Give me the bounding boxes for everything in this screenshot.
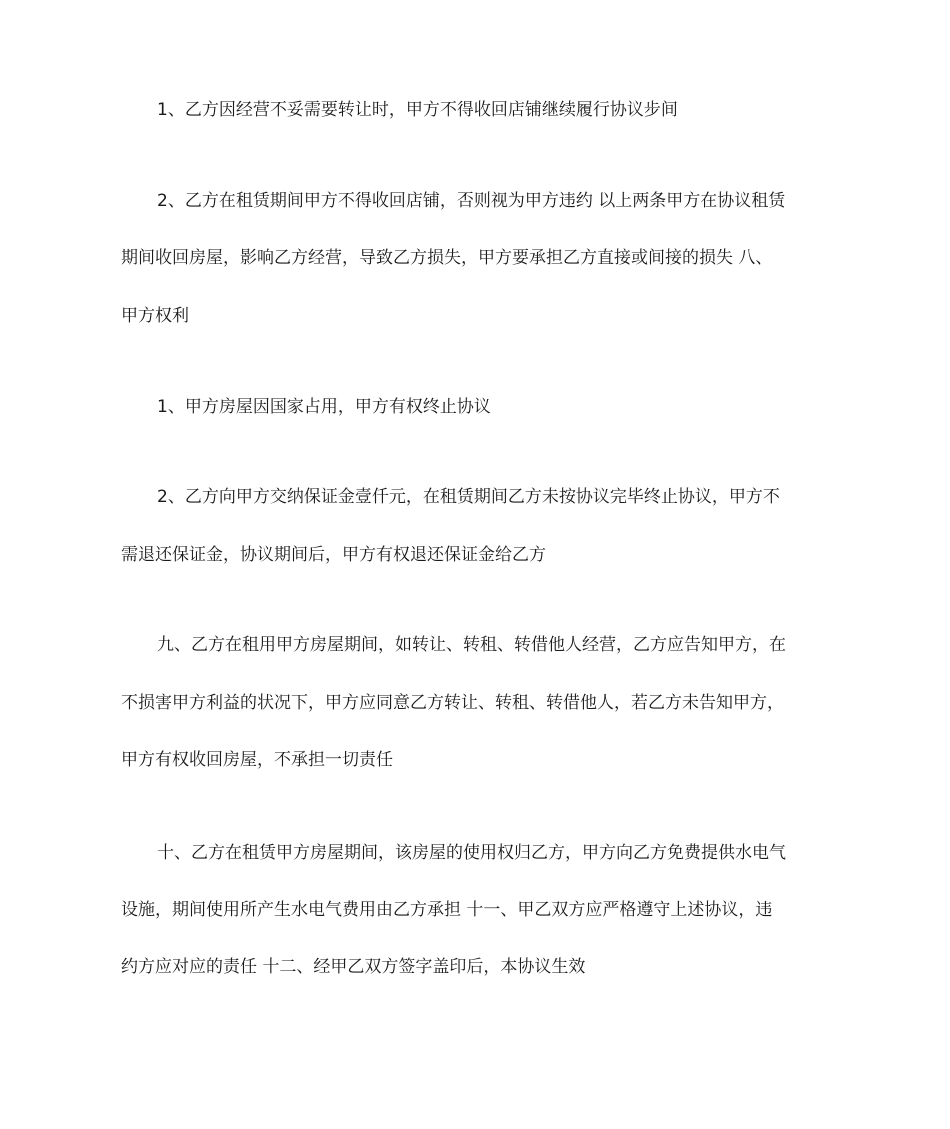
clause-line-7: 需退还保证金，协议期间后，甲方有权退还保证金给乙方 (121, 545, 546, 565)
clause-line-13: 约方应对应的责任 十二、经甲乙双方签字盖印后，本协议生效 (121, 957, 586, 977)
clause-line-3: 期间收回房屋，影响乙方经营，导致乙方损失，甲方要承担乙方直接或间接的损失 八、 (121, 248, 773, 268)
clause-line-11: 十、乙方在租赁甲方房屋期间，该房屋的使用权归乙方，甲方向乙方免费提供水电气 (157, 843, 786, 863)
clause-line-8: 九、乙方在租用甲方房屋期间，如转让、转租、转借他人经营，乙方应告知甲方，在 (157, 635, 786, 655)
clause-line-10: 甲方有权收回房屋，不承担一切责任 (121, 750, 393, 770)
clause-line-6: 2、乙方向甲方交纳保证金壹仟元，在租赁期间乙方未按协议完毕终止协议，甲方不 (157, 487, 780, 507)
clause-line-5: 1、甲方房屋因国家占用，甲方有权终止协议 (157, 397, 491, 417)
clause-line-4: 甲方权利 (121, 306, 189, 326)
clause-line-9: 不损害甲方利益的状况下，甲方应同意乙方转让、转租、转借他人，若乙方未告知甲方， (121, 693, 784, 713)
clause-line-2: 2、乙方在租赁期间甲方不得收回店铺，否则视为甲方违约 以上两条甲方在协议租赁 (157, 191, 786, 211)
clause-line-12: 设施，期间使用所产生水电气费用由乙方承担 十一、甲乙双方应严格遵守上述协议，违 (121, 900, 773, 920)
clause-line-1: 1、乙方因经营不妥需要转让时，甲方不得收回店铺继续履行协议步间 (157, 100, 678, 120)
